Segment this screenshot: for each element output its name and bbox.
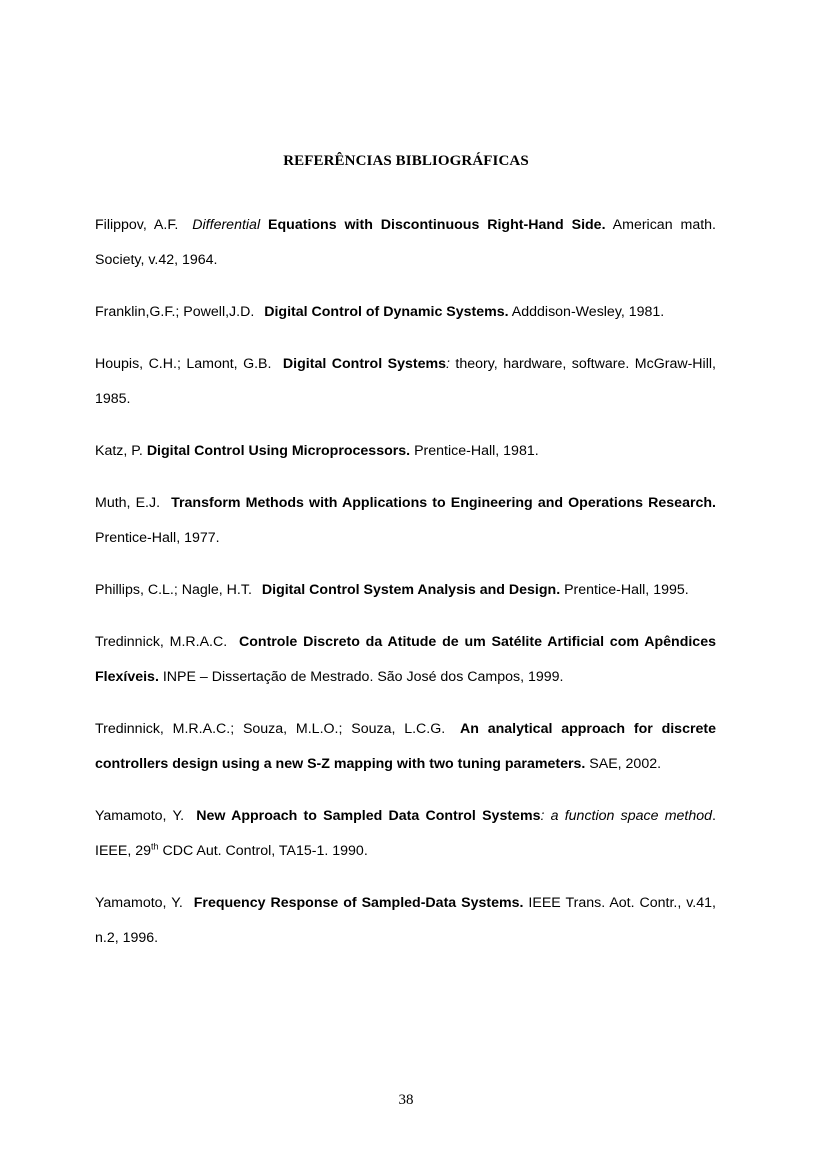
reference-details: IEEE Trans. Aot. Contr., v.41, n.2, 1996. (95, 895, 716, 946)
reference-authors: Phillips, C.L.; Nagle, H.T. (95, 582, 252, 598)
page-heading: REFERÊNCIAS BIBLIOGRÁFICAS (283, 153, 529, 169)
reference-title: New Approach to Sampled Data Control Systems (196, 808, 541, 824)
reference-details: INPE – Dissertação de Mestrado. São José dos Campos, 1999. (162, 669, 564, 685)
reference-title: Frequency Response of Sampled-Data Systems. (193, 895, 524, 911)
reference-title: Digital Control Systems (282, 356, 446, 372)
reference-authors: Franklin,G.F.; Powell,J.D. (95, 304, 255, 320)
reference-details-pre: . IEEE, 29 (95, 808, 716, 859)
reference-item (95, 573, 716, 608)
reference-authors: Yamamoto, Y. (95, 808, 185, 824)
reference-title: Equations with Discontinuous Right-Hand Side. (268, 217, 606, 233)
reference-item (95, 886, 716, 956)
reference-authors: Filippov, A.F. (95, 217, 179, 233)
reference-item (95, 486, 716, 556)
reference-authors: Muth, E.J. (95, 495, 161, 511)
reference-item (95, 208, 716, 278)
reference-details: theory, hardware, software. McGraw-Hill, 1985. (95, 356, 716, 407)
reference-item (95, 625, 716, 695)
reference-details: American math. Society, v.42, 1964. (95, 217, 716, 268)
reference-subtitle: : (446, 356, 450, 372)
reference-item (95, 295, 716, 330)
reference-details: Prentice-Hall, 1977. (95, 530, 220, 546)
page-number: 38 (398, 1092, 414, 1108)
reference-title: Transform Methods with Applications to Engineering and Operations Research. (171, 495, 716, 511)
reference-details: Prentice-Hall, 1981. (414, 443, 539, 459)
reference-details: Adddison-Wesley, 1981. (511, 304, 665, 320)
reference-details: SAE, 2002. (589, 756, 662, 772)
reference-authors: Yamamoto, Y. (95, 895, 183, 911)
reference-title-italic: Differential (192, 217, 261, 233)
reference-title: Digital Control Using Microprocessors. (146, 443, 411, 459)
ordinal-superscript: th (151, 841, 159, 852)
reference-item (95, 347, 716, 417)
reference-title: An analytical approach for discrete controllers design using a new S-Z mapping with two tuning parameters. (95, 721, 716, 772)
reference-authors: Tredinnick, M.R.A.C. (95, 634, 228, 650)
reference-authors: Katz, P. (95, 443, 143, 459)
reference-item (95, 799, 716, 869)
reference-authors: Tredinnick, M.R.A.C.; Souza, M.L.O.; Souza, L.C.G. (95, 721, 446, 737)
reference-authors: Houpis, C.H.; Lamont, G.B. (95, 356, 272, 372)
reference-list (95, 208, 716, 973)
reference-title: Digital Control System Analysis and Design. (261, 582, 561, 598)
reference-title: Digital Control of Dynamic Systems. (264, 304, 509, 320)
reference-details: Prentice-Hall, 1995. (564, 582, 689, 598)
reference-title: Controle Discreto da Atitude de um Satélite Artificial com Apêndices Flexíveis. (95, 634, 716, 685)
reference-details: CDC Aut. Control, TA15-1. 1990. (162, 843, 368, 859)
reference-item (95, 712, 716, 782)
reference-subtitle: : a function space method (540, 808, 713, 824)
reference-item (95, 434, 716, 469)
